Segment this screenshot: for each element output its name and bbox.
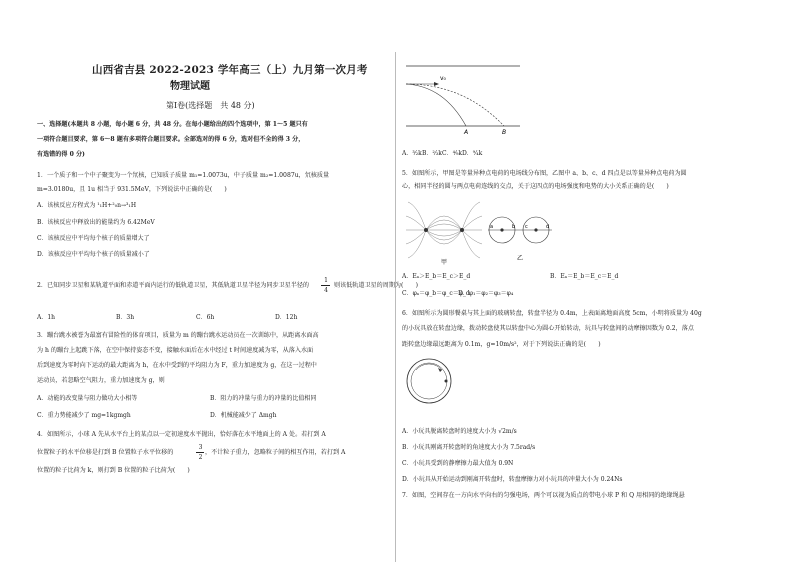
- q6-option-c: C．小玩具受到的静摩擦力最大值为 0.9N: [402, 460, 514, 467]
- part-heading: 第Ⅰ卷(选择题 共 48 分): [166, 101, 255, 110]
- q5-option-c: C．φₐ＝φ_b＝φ_c＝φ_d: [402, 290, 470, 297]
- figure-label-jia: 甲: [441, 259, 448, 266]
- q2-fraction-den: 4: [324, 287, 328, 294]
- q3-option-a: A．动能的改变量与阻力做功大小相等: [37, 395, 138, 402]
- turntable-figure: [404, 356, 454, 406]
- q3-stem: 为 h 的蹦台上起跳下落，在空中保持姿态不变，接触水面后在水中经过 t 时间速度减为零，从落入水面: [37, 347, 314, 354]
- q1-option-d: D．该核反应中平均每个核子的质量减小了: [37, 251, 150, 258]
- q2-stem: 2．已知同步卫星和某轨道平面和赤道平面内运行的低轨道卫星，其低轨道卫星半径为同步卫星半径的: [37, 282, 310, 289]
- q4-stem: ，不计粒子重力，忽略粒子间的相互作用，若打到 A: [205, 449, 346, 456]
- section-heading-line: 一项符合题目要求，第 6～8 题有多项符合题目要求。全部选对的得 6 分，选对但不全的得 3 分，: [37, 136, 305, 143]
- q4-fraction-bar: [196, 452, 204, 453]
- q3-stem: 3．蹦台跳水被誉为最富有冒险性的体育项目，质量为 m 的蹦台跳水运动员在一次训练中，从距离水面高: [37, 332, 319, 339]
- point-label-a: a: [490, 224, 494, 230]
- q4-option-b: B．²⁄₃k: [422, 150, 442, 157]
- figure-label-yi: 乙: [517, 255, 524, 262]
- q3-option-d: D．机械能减少了 Δmgh: [210, 412, 277, 419]
- q2-option-d: D．12h: [275, 314, 298, 321]
- q6-option-b: B．小玩具刚离开转盘时的角速度大小为 7.5rad/s: [402, 444, 536, 451]
- q3-stem: 后到速度为零时向下运动的最大距离为 h，在水中受到的平均阻力为 F，重力加速度为 g，在这一过程中: [37, 362, 317, 369]
- column-divider: [395, 52, 396, 562]
- q2-fraction-num: 1: [324, 277, 328, 284]
- q4-fraction-num: 3: [198, 444, 203, 451]
- q7-stem: 7．如图，空间存在一方向水平向右的匀强电场，两个可以视为质点的带电小球 P 和 Q 用相同的绝缘绳悬: [402, 492, 685, 499]
- q2-fraction-bar: [321, 285, 330, 286]
- q4-stem: 位置的粒子比荷为 k，则打到 B 位置的粒子比荷为( ): [37, 467, 190, 474]
- q4-fraction-den: 2: [198, 454, 203, 461]
- point-b-label: B: [502, 129, 507, 136]
- point-a-label: A: [464, 129, 469, 136]
- trajectory-figure: [404, 58, 522, 138]
- section-heading-line: 一、选择题(本题共 8 小题，每小题 6 分，共 48 分。在每小题给出的四个选项中，第 1～5 题只有: [37, 121, 308, 128]
- exam-title: 山西省吉县 2022-2023 学年高三（上）九月第一次月考: [92, 64, 368, 76]
- point-label-b: b: [512, 224, 516, 230]
- q4-stem: 4．如图所示，小球 A 先从水平台上的某点以一定初速度水平抛出，恰好落在水平地面上的 A 处。若打到 A: [37, 431, 326, 438]
- q5-stem: 心，相同半径的圆与两点电荷连线的交点，关于这四点的电场强度和电势的大小关系正确的是( ): [402, 183, 669, 190]
- q6-stem: 6．如图所示为圆形餐桌与其上面的玻璃转盘，转盘半径为 0.4m，上表面离地面高度 5cm，小明将质量为 40g: [402, 310, 702, 317]
- point-label-d: d: [546, 224, 550, 230]
- q3-option-b: B．阻力的冲量与重力的冲量的比值相同: [210, 395, 317, 402]
- q4-option-c: C．⁴⁄₉k: [442, 150, 463, 157]
- q3-stem: 运动员，若忽略空气阻力，重力加速度为 g，则: [37, 377, 165, 384]
- q2-option-b: B．3h: [116, 314, 135, 321]
- electric-field-figure: [404, 198, 564, 266]
- q5-option-d: D．φ₁＝φ₂＝φ₃＝φ₄: [458, 290, 514, 297]
- q1-option-c: C．该核反应中平均每个核子的质量增大了: [37, 235, 150, 242]
- q5-option-a: A．Eₐ＞E_b＝E_c＞E_d: [402, 273, 471, 280]
- q6-stem: 的小玩具放在转盘边缘，拨动转盘使其以转盘中心为圆心开始转动，玩具与转盘间的动摩擦因数为 0.2，落点: [402, 325, 694, 332]
- q1-stem: m=3.0180u，且 1u 相当于 931.5MeV，下列说法中正确的是( ): [37, 186, 227, 193]
- q2-option-a: A．1h: [37, 314, 56, 321]
- exam-subtitle: 物理试题: [170, 81, 210, 92]
- right-column: [398, 0, 794, 562]
- q4-option-a: A．³⁄₂k: [402, 150, 422, 157]
- q3-option-c: C．重力势能减少了 mg=1kgmgh: [37, 412, 131, 419]
- q5-stem: 5．如图所示，甲图是等量异种点电荷的电场线分布图，乙图中 a、b、c、d 四点是以等量异种点电荷为圆: [402, 170, 687, 177]
- q1-option-a: A．该核反应方程式为 ¹₁H+²₀n→³₁H: [37, 202, 137, 209]
- q4-stem: 位置粒子的水平位移是打到 B 位置粒子水平位移的: [37, 449, 174, 456]
- q2-option-c: C．6h: [196, 314, 215, 321]
- q4-option-d: D．⁹⁄₄k: [462, 150, 483, 157]
- q1-stem: 1．一个质子和一个中子聚变为一个氘核，已知质子质量 m₁=1.0073u，中子质量 m₂=1.0087u，氘核质量: [37, 172, 330, 179]
- q6-option-a: A．小玩具脱离转盘时的速度大小为 √2m/s: [402, 428, 517, 435]
- section-heading-line: 有选错的得 0 分): [37, 151, 85, 158]
- q1-option-b: B．该核反应中释放出的能量约为 6.42MeV: [37, 219, 155, 226]
- point-label-c: c: [525, 224, 528, 230]
- q6-option-d: D．小玩具从开始运动到刚离开转盘时，转盘摩擦力对小玩具的冲量大小为 0.24Ns: [402, 476, 623, 483]
- q5-option-b: B．Eₐ＝E_b＝E_c＝E_d: [550, 273, 619, 280]
- velocity-label: v₀: [440, 75, 446, 82]
- q2-stem: 则该低轨道卫星的周期为( ): [334, 282, 418, 289]
- q6-stem: 距转盘边缘最远距离为 0.1m，g=10m/s²，对于下列说法正确的是( ): [402, 341, 601, 348]
